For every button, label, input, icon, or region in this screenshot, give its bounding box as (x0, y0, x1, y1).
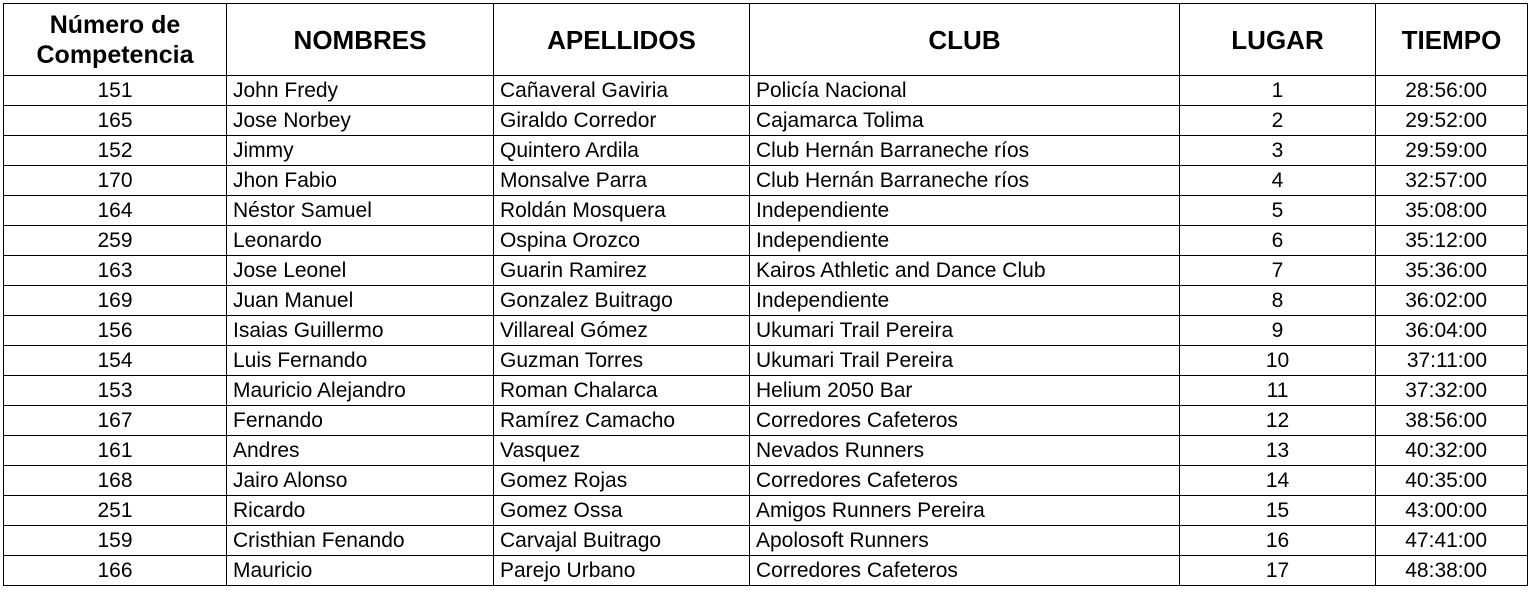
cell-apellidos: Guarin Ramirez (494, 256, 750, 286)
cell-nombres: Cristhian Fenando (227, 526, 494, 556)
cell-nombres: Andres (227, 436, 494, 466)
cell-tiempo: 37:11:00 (1376, 346, 1528, 376)
cell-nombres: Mauricio (227, 556, 494, 586)
cell-club: Ukumari Trail Pereira (750, 316, 1180, 346)
table-row (4, 286, 1528, 316)
cell-club: Corredores Cafeteros (750, 406, 1180, 436)
cell-lugar: 6 (1180, 226, 1376, 256)
table-row (4, 526, 1528, 556)
cell-apellidos: Carvajal Buitrago (494, 526, 750, 556)
cell-tiempo: 32:57:00 (1376, 166, 1528, 196)
cell-nombres: Mauricio Alejandro (227, 376, 494, 406)
table-row (4, 346, 1528, 376)
cell-nombres: Luis Fernando (227, 346, 494, 376)
cell-nombres: Fernando (227, 406, 494, 436)
cell-lugar: 16 (1180, 526, 1376, 556)
cell-nombres: Isaias Guillermo (227, 316, 494, 346)
table-row (4, 316, 1528, 346)
cell-club: Corredores Cafeteros (750, 556, 1180, 586)
header-club: CLUB (750, 4, 1180, 76)
cell-apellidos: Gomez Rojas (494, 466, 750, 496)
table-row (4, 136, 1528, 166)
cell-lugar: 2 (1180, 106, 1376, 136)
cell-club: Club Hernán Barraneche ríos (750, 166, 1180, 196)
cell-tiempo: 36:02:00 (1376, 286, 1528, 316)
cell-tiempo: 35:36:00 (1376, 256, 1528, 286)
cell-tiempo: 28:56:00 (1376, 76, 1528, 106)
cell-nombres: Ricardo (227, 496, 494, 526)
table-body (4, 76, 1528, 586)
table-row (4, 496, 1528, 526)
cell-numero: 152 (4, 136, 227, 166)
cell-lugar: 5 (1180, 196, 1376, 226)
cell-nombres: Jose Norbey (227, 106, 494, 136)
cell-lugar: 14 (1180, 466, 1376, 496)
cell-numero: 159 (4, 526, 227, 556)
header-tiempo: TIEMPO (1376, 4, 1528, 76)
cell-apellidos: Guzman Torres (494, 346, 750, 376)
cell-apellidos: Ramírez Camacho (494, 406, 750, 436)
cell-numero: 151 (4, 76, 227, 106)
cell-apellidos: Roman Chalarca (494, 376, 750, 406)
cell-nombres: Jimmy (227, 136, 494, 166)
cell-nombres: Néstor Samuel (227, 196, 494, 226)
cell-lugar: 17 (1180, 556, 1376, 586)
cell-apellidos: Villareal Gómez (494, 316, 750, 346)
cell-club: Independiente (750, 196, 1180, 226)
cell-lugar: 8 (1180, 286, 1376, 316)
cell-numero: 169 (4, 286, 227, 316)
cell-apellidos: Roldán Mosquera (494, 196, 750, 226)
cell-lugar: 10 (1180, 346, 1376, 376)
cell-tiempo: 43:00:00 (1376, 496, 1528, 526)
cell-club: Club Hernán Barraneche ríos (750, 136, 1180, 166)
table-row (4, 106, 1528, 136)
cell-nombres: Jhon Fabio (227, 166, 494, 196)
cell-tiempo: 40:32:00 (1376, 436, 1528, 466)
cell-numero: 154 (4, 346, 227, 376)
cell-tiempo: 35:12:00 (1376, 226, 1528, 256)
header-lugar: LUGAR (1180, 4, 1376, 76)
table-row (4, 376, 1528, 406)
cell-tiempo: 29:59:00 (1376, 136, 1528, 166)
cell-club: Independiente (750, 226, 1180, 256)
cell-numero: 259 (4, 226, 227, 256)
table-row (4, 256, 1528, 286)
cell-club: Apolosoft Runners (750, 526, 1180, 556)
cell-numero: 251 (4, 496, 227, 526)
cell-numero: 153 (4, 376, 227, 406)
cell-tiempo: 37:32:00 (1376, 376, 1528, 406)
cell-tiempo: 35:08:00 (1376, 196, 1528, 226)
header-nombres: NOMBRES (227, 4, 494, 76)
cell-apellidos: Gomez Ossa (494, 496, 750, 526)
cell-club: Amigos Runners Pereira (750, 496, 1180, 526)
cell-lugar: 9 (1180, 316, 1376, 346)
cell-tiempo: 40:35:00 (1376, 466, 1528, 496)
cell-apellidos: Monsalve Parra (494, 166, 750, 196)
cell-numero: 164 (4, 196, 227, 226)
cell-club: Corredores Cafeteros (750, 466, 1180, 496)
cell-nombres: Jose Leonel (227, 256, 494, 286)
cell-apellidos: Parejo Urbano (494, 556, 750, 586)
cell-club: Independiente (750, 286, 1180, 316)
cell-tiempo: 38:56:00 (1376, 406, 1528, 436)
cell-apellidos: Vasquez (494, 436, 750, 466)
cell-apellidos: Gonzalez Buitrago (494, 286, 750, 316)
cell-club: Policía Nacional (750, 76, 1180, 106)
cell-apellidos: Ospina Orozco (494, 226, 750, 256)
cell-lugar: 3 (1180, 136, 1376, 166)
cell-nombres: John Fredy (227, 76, 494, 106)
cell-lugar: 15 (1180, 496, 1376, 526)
table-row (4, 436, 1528, 466)
table-row (4, 76, 1528, 106)
cell-apellidos: Cañaveral Gaviria (494, 76, 750, 106)
cell-numero: 168 (4, 466, 227, 496)
cell-club: Kairos Athletic and Dance Club (750, 256, 1180, 286)
cell-lugar: 12 (1180, 406, 1376, 436)
cell-club: Ukumari Trail Pereira (750, 346, 1180, 376)
cell-tiempo: 47:41:00 (1376, 526, 1528, 556)
cell-lugar: 11 (1180, 376, 1376, 406)
cell-nombres: Juan Manuel (227, 286, 494, 316)
cell-tiempo: 29:52:00 (1376, 106, 1528, 136)
cell-lugar: 1 (1180, 76, 1376, 106)
table-row (4, 466, 1528, 496)
cell-tiempo: 48:38:00 (1376, 556, 1528, 586)
cell-numero: 163 (4, 256, 227, 286)
table-row (4, 406, 1528, 436)
cell-tiempo: 36:04:00 (1376, 316, 1528, 346)
table-row (4, 226, 1528, 256)
header-row (4, 4, 1528, 76)
cell-lugar: 7 (1180, 256, 1376, 286)
cell-club: Cajamarca Tolima (750, 106, 1180, 136)
cell-apellidos: Quintero Ardila (494, 136, 750, 166)
header-apellidos: APELLIDOS (494, 4, 750, 76)
cell-apellidos: Giraldo Corredor (494, 106, 750, 136)
cell-nombres: Jairo Alonso (227, 466, 494, 496)
cell-lugar: 13 (1180, 436, 1376, 466)
cell-numero: 161 (4, 436, 227, 466)
header-numero-competencia: Número de Competencia (4, 4, 227, 76)
cell-lugar: 4 (1180, 166, 1376, 196)
table-row (4, 556, 1528, 586)
results-table (3, 3, 1528, 586)
cell-club: Nevados Runners (750, 436, 1180, 466)
table-row (4, 166, 1528, 196)
cell-numero: 166 (4, 556, 227, 586)
cell-club: Helium 2050 Bar (750, 376, 1180, 406)
table-header (4, 4, 1528, 76)
cell-numero: 165 (4, 106, 227, 136)
cell-numero: 170 (4, 166, 227, 196)
cell-numero: 156 (4, 316, 227, 346)
cell-nombres: Leonardo (227, 226, 494, 256)
cell-numero: 167 (4, 406, 227, 436)
table-row (4, 196, 1528, 226)
